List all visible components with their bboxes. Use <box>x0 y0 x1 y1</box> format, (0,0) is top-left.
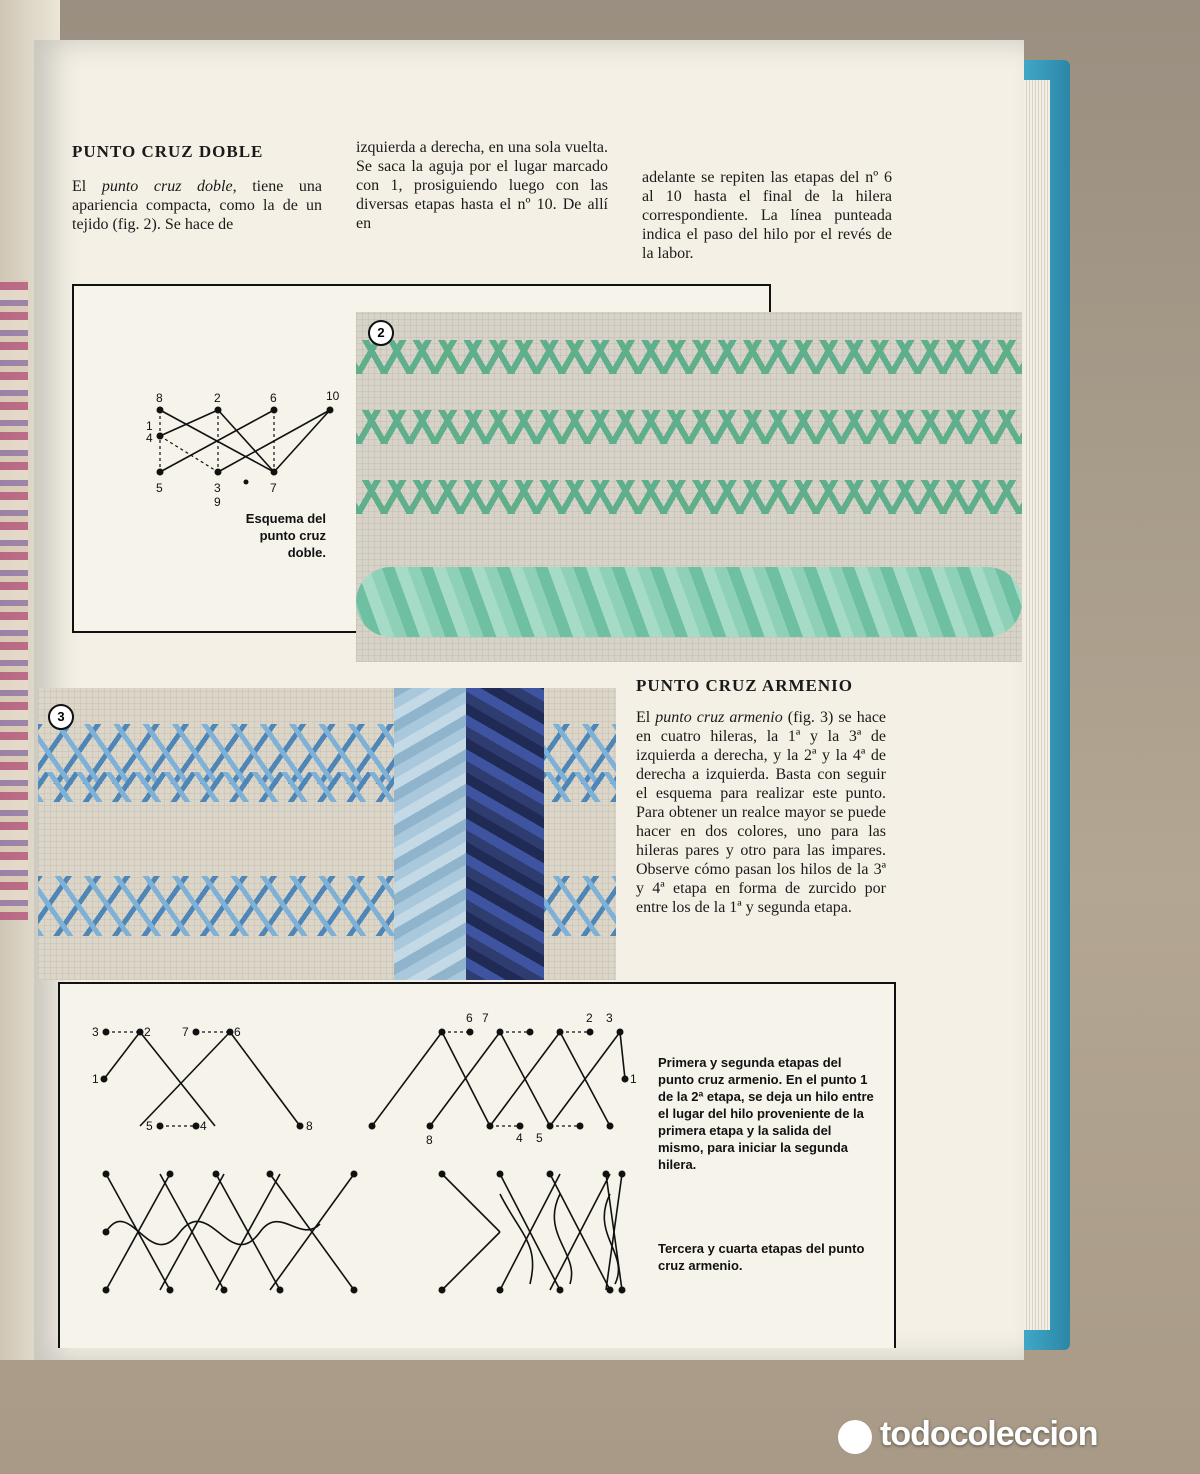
book-page <box>34 40 1024 1360</box>
text-armenio: El punto cruz armenio (fig. 3) se hace en cuatro hileras, la 1ª y la 3ª de izquierda a derecha, y la 2ª y la 4ª de derecha a izquierda. Basta con seguir el esquema para realizar este punto. Para obtener un realce mayor se puede hacer en dos colores, uno para las hileras pares y otro para las impares. Observe cómo pasan los hilos de la 3ª y 4ª etapa en forma de zurcido por entre los de la 1ª y segunda etapa. <box>636 709 887 916</box>
fig2-number: 2 <box>368 320 394 346</box>
fig2-label: 7 <box>270 481 277 495</box>
fig2-label: 5 <box>156 481 163 495</box>
fig2-label: 1 <box>146 419 153 433</box>
fig3-label: 6 <box>234 1025 241 1039</box>
fig3-label: 7 <box>482 1011 489 1025</box>
fig3-number: 3 <box>48 704 74 730</box>
fig3-label: 8 <box>426 1133 433 1147</box>
stitch-row <box>356 340 1022 374</box>
fig3-label: 5 <box>536 1131 543 1145</box>
watermark: todocoleccion <box>880 1415 1098 1453</box>
fig3-label: 2 <box>144 1025 151 1039</box>
stitch-row <box>356 480 1022 514</box>
section-title-punto-cruz-armenio: PUNTO CRUZ ARMENIO <box>636 676 853 695</box>
fig3-photo <box>38 688 616 980</box>
light-blue-thread-skein <box>394 688 466 980</box>
fig3-label: 3 <box>92 1025 99 1039</box>
fig2-label: 9 <box>214 495 221 509</box>
text-column-3: adelante se repiten las etapas del nº 6 al 10 hasta el final de la hilera correspondiente. La línea punteada indica el paso del hilo por el revés de la labor. <box>642 169 892 262</box>
fig3-caption-stages-1-2: Primera y segunda etapas del punto cruz armenio. En el punto 1 de la 2ª etapa, se deja un hilo entre el lugar del hilo proveniente de la primera etapa y la salida del mismo, para iniciar la segunda hilera. <box>658 1055 874 1172</box>
fig2-caption: Esquema del punto cruz doble. <box>245 511 326 560</box>
fig3-label: 6 <box>466 1011 473 1025</box>
fig2-label: 6 <box>270 391 277 405</box>
fig3-caption-stages-3-4: Tercera y cuarta etapas del punto cruz armenio. <box>658 1241 865 1273</box>
navy-thread-skein <box>466 688 544 980</box>
watermark-logo-icon <box>838 1420 872 1454</box>
fig2-label: 8 <box>156 391 163 405</box>
italic-term: punto cruz armenio <box>655 709 783 726</box>
fig2-label: 2 <box>214 391 221 405</box>
fig3-schema <box>70 994 650 1334</box>
stitch-row <box>356 410 1022 444</box>
green-thread-skein <box>356 567 1022 637</box>
fig3-label: 1 <box>92 1072 99 1086</box>
fig2-label: 4 <box>146 431 153 445</box>
left-page-embroidery <box>0 280 28 920</box>
fig3-label: 5 <box>146 1119 153 1133</box>
section-title-punto-cruz-doble: PUNTO CRUZ DOBLE <box>72 142 264 161</box>
fig3-label: 3 <box>606 1011 613 1025</box>
text-column-2: izquierda a derecha, en una sola vuelta. Se saca la aguja por el lugar marcado con 1, prosiguiendo luego con las diversas etapas hasta el nº 10. De allí en <box>356 139 608 232</box>
fig2-label: 10 <box>326 389 340 403</box>
fig3-label: 1 <box>630 1072 637 1086</box>
fig2-photo <box>356 312 1022 662</box>
fig2-label: 3 <box>214 481 221 495</box>
fig3-frame <box>58 982 896 1348</box>
fig3-label: 8 <box>306 1119 313 1133</box>
fig3-label: 7 <box>182 1025 189 1039</box>
italic-term: punto cruz doble <box>101 178 233 195</box>
text-column-1: El punto cruz doble, tiene una apariencia compacta, como la de un tejido (fig. 2). Se hace de <box>72 178 323 233</box>
fig3-label: 4 <box>516 1131 523 1145</box>
fig3-label: 4 <box>200 1119 207 1133</box>
fig3-label: 2 <box>586 1011 593 1025</box>
